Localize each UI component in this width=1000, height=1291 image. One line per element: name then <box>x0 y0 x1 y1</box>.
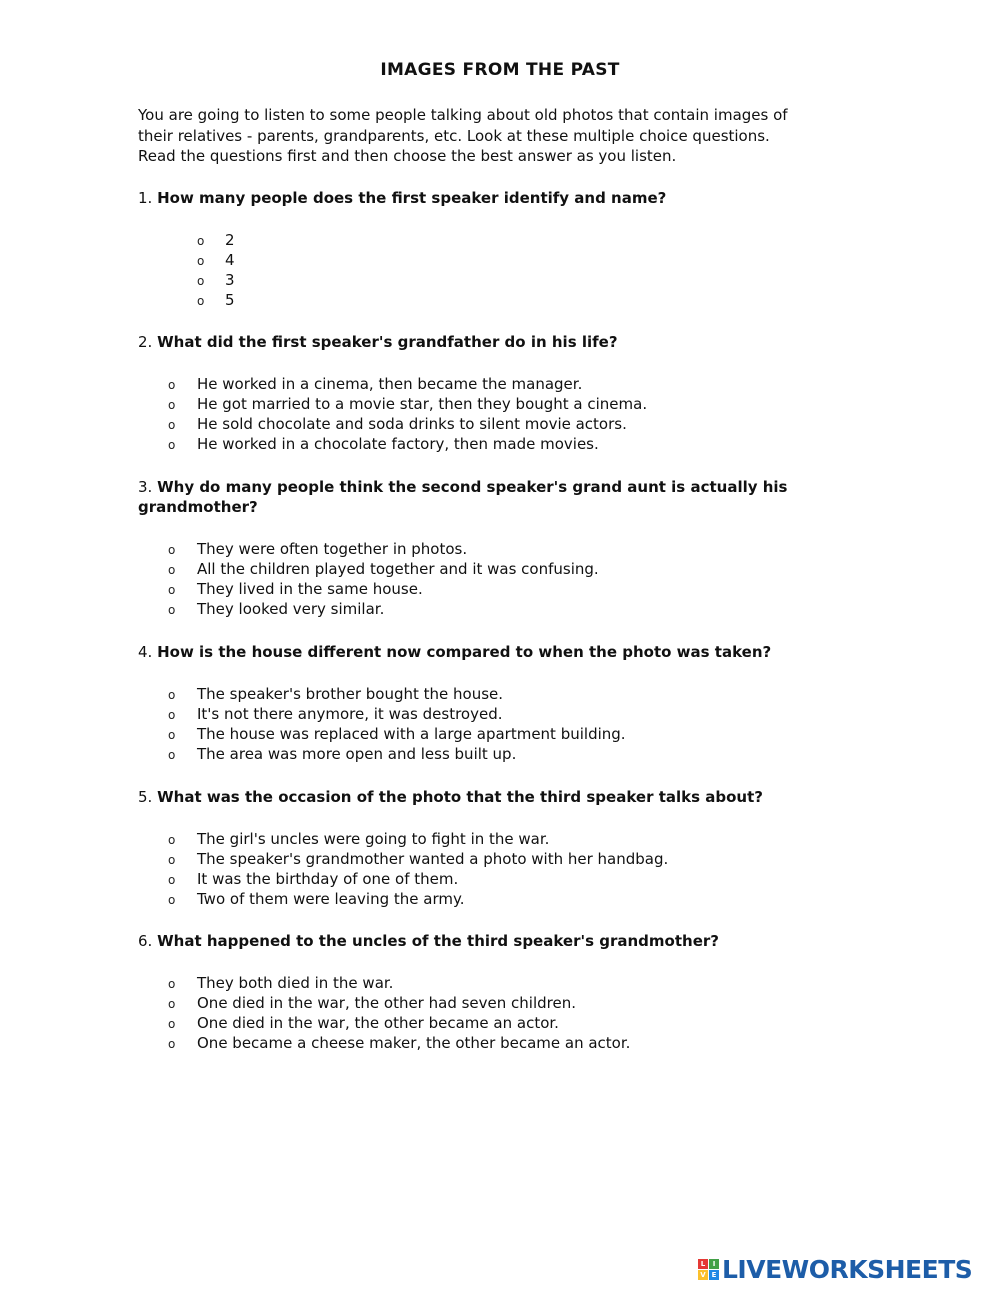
option-label[interactable]: It's not there anymore, it was destroyed. <box>197 705 503 723</box>
question-4 <box>138 642 868 662</box>
logo-text: LIVEWORKSHEETS <box>722 1254 973 1284</box>
radio-option-icon[interactable]: o <box>197 234 205 248</box>
radio-option-icon[interactable]: o <box>168 853 176 867</box>
radio-option-icon[interactable]: o <box>168 688 176 702</box>
option-label[interactable]: He sold chocolate and soda drinks to silent movie actors. <box>197 415 627 433</box>
question-number: 1. <box>138 189 153 207</box>
radio-option-icon[interactable]: o <box>168 728 176 742</box>
radio-option-icon[interactable]: o <box>168 418 176 432</box>
radio-option-icon[interactable]: o <box>168 398 176 412</box>
option-label[interactable]: He worked in a cinema, then became the manager. <box>197 375 583 393</box>
radio-option-icon[interactable]: o <box>168 1037 176 1051</box>
question-6 <box>138 931 868 951</box>
question-text: What happened to the uncles of the third speaker's grandmother? <box>157 932 719 950</box>
radio-option-icon[interactable]: o <box>168 1017 176 1031</box>
worksheet-title: IMAGES FROM THE PAST <box>380 60 620 80</box>
radio-option-icon[interactable]: o <box>197 274 205 288</box>
option-label[interactable]: 4 <box>225 251 235 269</box>
option-label[interactable]: The house was replaced with a large apartment building. <box>197 725 626 743</box>
question-text: How many people does the first speaker identify and name? <box>157 189 667 207</box>
radio-option-icon[interactable]: o <box>168 378 176 392</box>
radio-option-icon[interactable]: o <box>168 997 176 1011</box>
radio-option-icon[interactable]: o <box>168 583 176 597</box>
radio-option-icon[interactable]: o <box>168 977 176 991</box>
question-number: 4. <box>138 643 153 661</box>
liveworksheets-logo <box>698 1254 972 1284</box>
question-number: 2. <box>138 333 153 351</box>
option-label[interactable]: One became a cheese maker, the other became an actor. <box>197 1034 631 1052</box>
radio-option-icon[interactable]: o <box>168 543 176 557</box>
radio-option-icon[interactable]: o <box>197 294 205 308</box>
question-2 <box>138 332 868 352</box>
radio-option-icon[interactable]: o <box>197 254 205 268</box>
radio-option-icon[interactable]: o <box>168 438 176 452</box>
option-label[interactable]: He worked in a chocolate factory, then made movies. <box>197 435 599 453</box>
option-label[interactable]: It was the birthday of one of them. <box>197 870 459 888</box>
logo-mark-letter: V <box>698 1270 708 1280</box>
question-text: How is the house different now compared to when the photo was taken? <box>157 643 772 661</box>
radio-option-icon[interactable]: o <box>168 708 176 722</box>
radio-option-icon[interactable]: o <box>168 893 176 907</box>
option-label[interactable]: He got married to a movie star, then they bought a cinema. <box>197 395 648 413</box>
option-label[interactable]: All the children played together and it was confusing. <box>197 560 599 578</box>
radio-option-icon[interactable]: o <box>168 563 176 577</box>
question-text: Why do many people think the second speaker's grand aunt is actually his <box>157 478 788 496</box>
logo-mark-letter: I <box>709 1259 719 1269</box>
question-text-continued: grandmother? <box>138 498 258 516</box>
radio-option-icon[interactable]: o <box>168 833 176 847</box>
option-label[interactable]: They were often together in photos. <box>197 540 468 558</box>
question-number: 3. <box>138 478 153 496</box>
question-5 <box>138 787 868 807</box>
intro-line: Read the questions first and then choose the best answer as you listen. <box>138 147 677 165</box>
option-label[interactable]: The girl's uncles were going to fight in the war. <box>197 830 550 848</box>
option-label[interactable]: The area was more open and less built up. <box>197 745 517 763</box>
option-label[interactable]: They looked very similar. <box>197 600 385 618</box>
intro-line: You are going to listen to some people talking about old photos that contain images of <box>138 106 788 124</box>
option-label[interactable]: They both died in the war. <box>197 974 394 992</box>
radio-option-icon[interactable]: o <box>168 603 176 617</box>
option-label[interactable]: The speaker's grandmother wanted a photo with her handbag. <box>197 850 669 868</box>
question-text: What was the occasion of the photo that the third speaker talks about? <box>157 788 763 806</box>
question-text: What did the first speaker's grandfather do in his life? <box>157 333 618 351</box>
logo-mark-icon <box>698 1259 719 1280</box>
option-label[interactable]: One died in the war, the other had seven children. <box>197 994 576 1012</box>
logo-mark-letter: E <box>709 1270 719 1280</box>
option-label[interactable]: 3 <box>225 271 235 289</box>
intro-paragraph <box>138 105 878 167</box>
question-1 <box>138 188 868 208</box>
radio-option-icon[interactable]: o <box>168 748 176 762</box>
question-3 <box>138 477 868 517</box>
option-label[interactable]: 2 <box>225 231 235 249</box>
option-label[interactable]: Two of them were leaving the army. <box>197 890 465 908</box>
option-label[interactable]: They lived in the same house. <box>197 580 423 598</box>
option-label[interactable]: 5 <box>225 291 235 309</box>
question-number: 5. <box>138 788 153 806</box>
radio-option-icon[interactable]: o <box>168 873 176 887</box>
option-label[interactable]: The speaker's brother bought the house. <box>197 685 504 703</box>
option-label[interactable]: One died in the war, the other became an actor. <box>197 1014 559 1032</box>
question-number: 6. <box>138 932 153 950</box>
intro-line: their relatives - parents, grandparents, etc. Look at these multiple choice questions. <box>138 126 770 145</box>
logo-mark-letter: L <box>698 1259 708 1269</box>
